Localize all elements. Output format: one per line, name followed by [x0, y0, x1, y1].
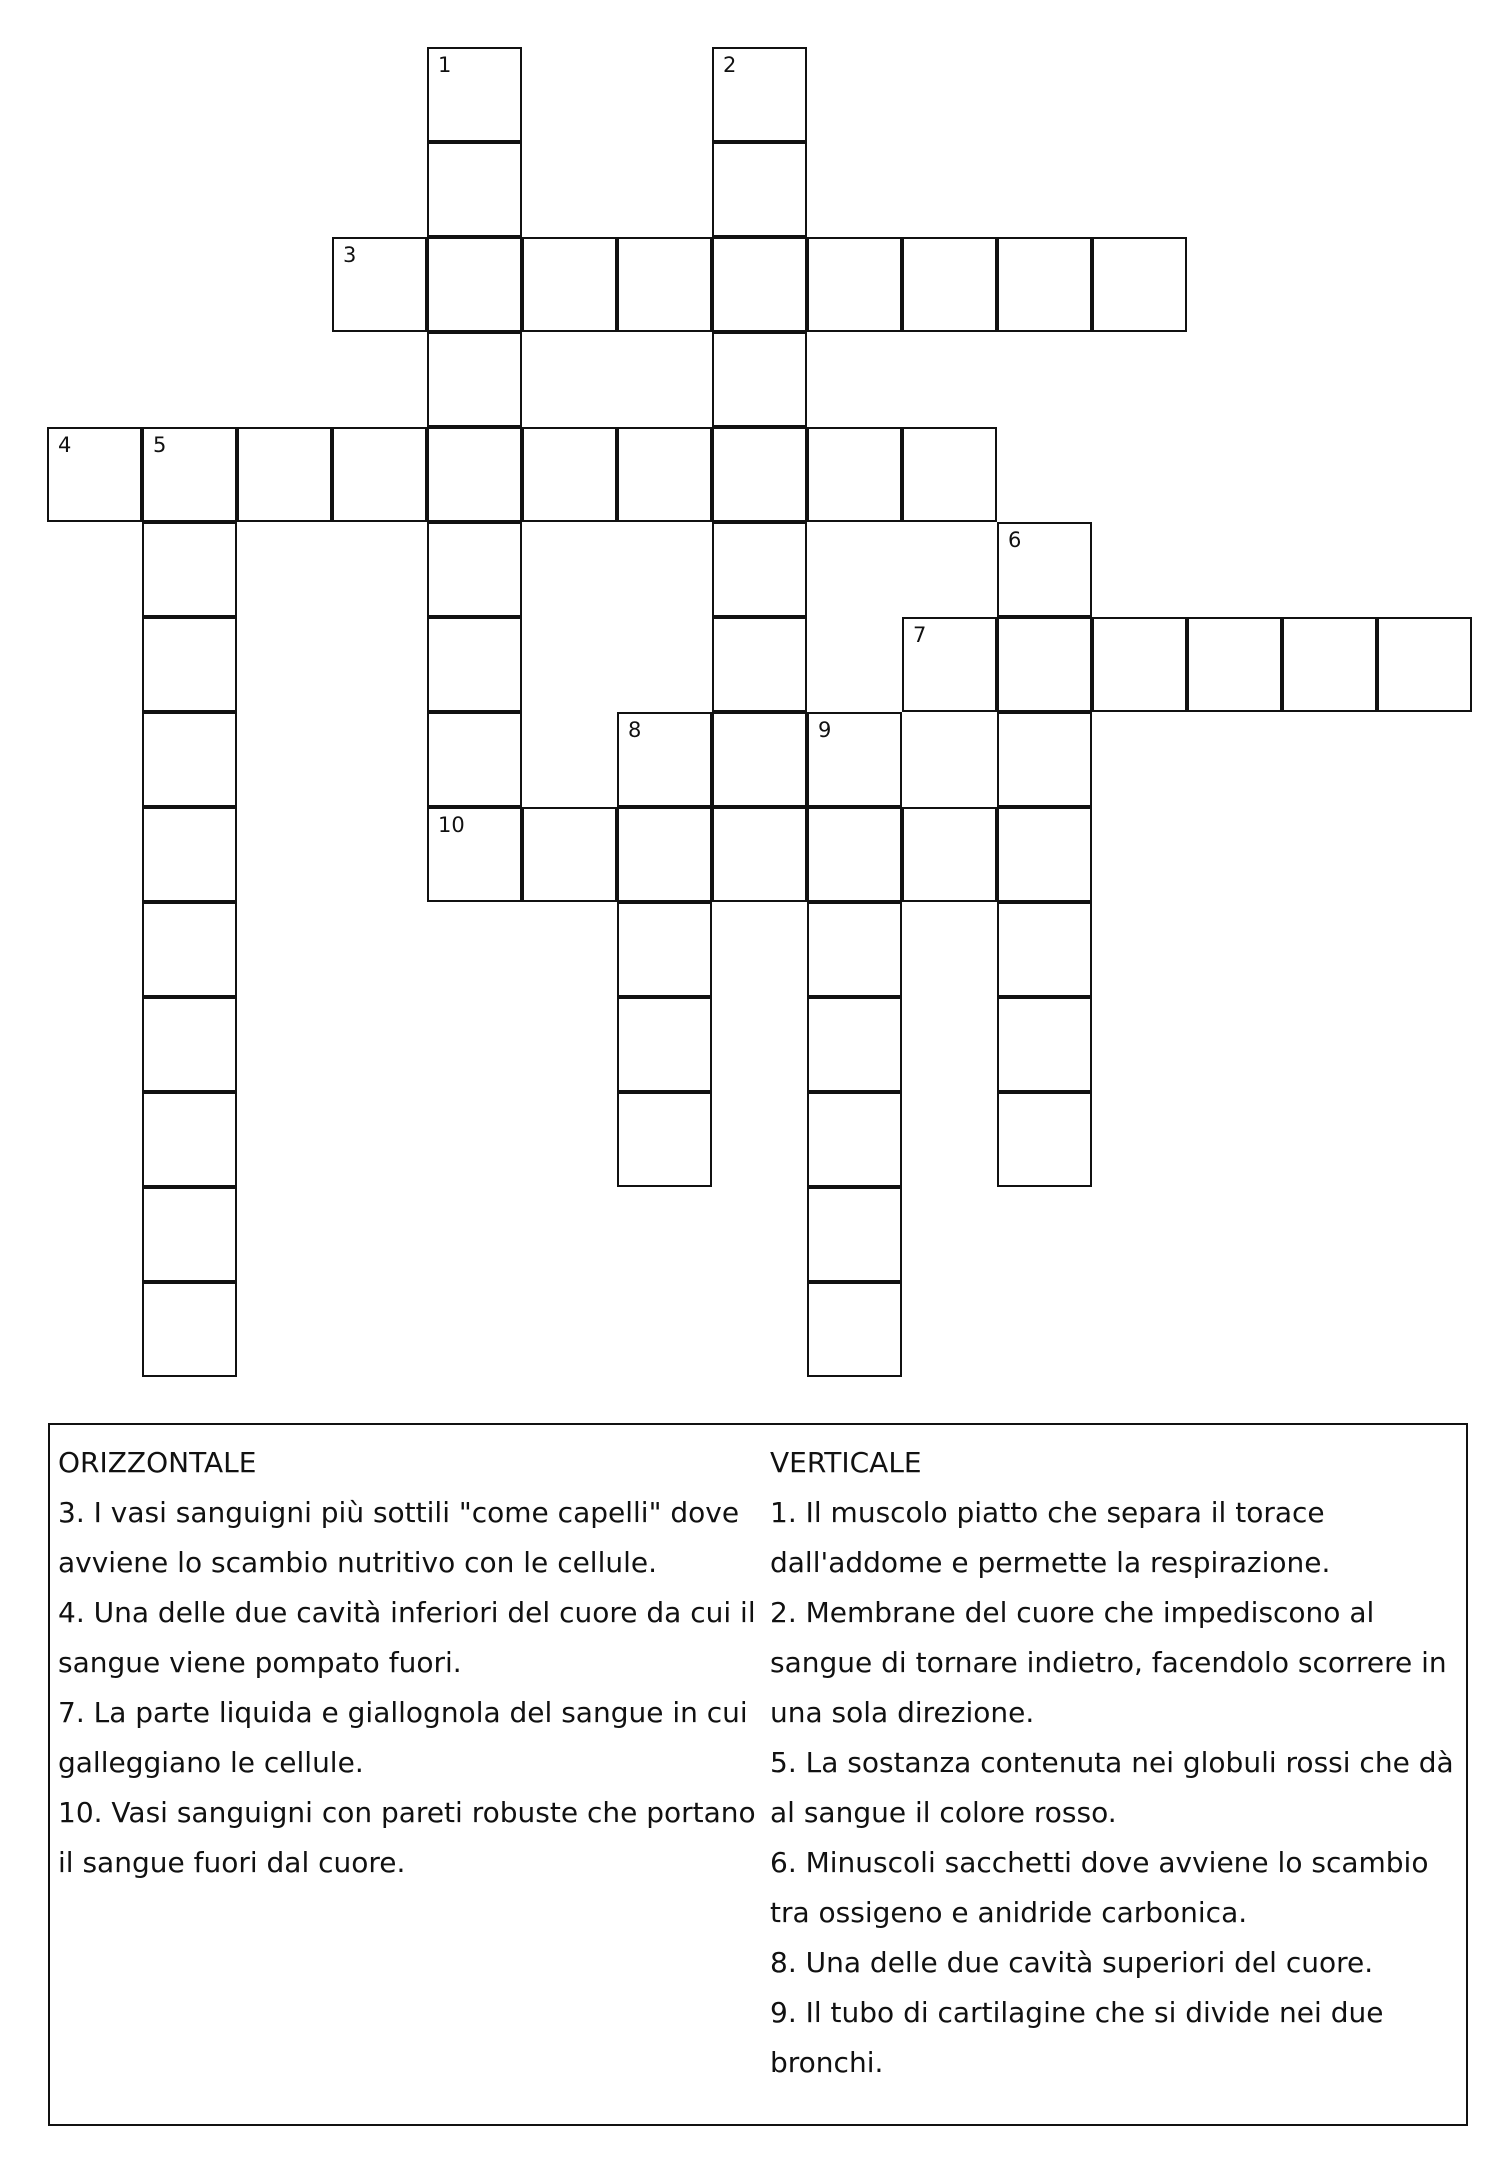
down-heading: VERTICALE [770, 1446, 922, 1479]
clue-down-2: 2. Membrane del cuore che impediscono al sangue di tornare indietro, facendolo scorrere in una sola direzione. [770, 1596, 1447, 1729]
grid-cell[interactable] [142, 712, 237, 807]
clue-number: 3 [343, 243, 357, 267]
grid-cell[interactable] [902, 807, 997, 902]
clue-down-9: 9. Il tubo di cartilagine che si divide nei due bronchi. [770, 1996, 1384, 2079]
grid-cell[interactable] [712, 332, 807, 427]
clue-down-1: 1. Il muscolo piatto che separa il torace dall'addome e permette la respirazione. [770, 1496, 1331, 1579]
across-heading: ORIZZONTALE [58, 1446, 257, 1479]
grid-cell[interactable] [142, 427, 237, 522]
grid-cell[interactable] [427, 522, 522, 617]
grid-cell[interactable] [47, 427, 142, 522]
grid-cell[interactable] [427, 332, 522, 427]
grid-cell[interactable] [332, 237, 427, 332]
grid-cell[interactable] [237, 427, 332, 522]
grid-cell[interactable] [522, 427, 617, 522]
grid-cell[interactable] [142, 522, 237, 617]
grid-cell[interactable] [142, 997, 237, 1092]
grid-cell[interactable] [617, 1092, 712, 1187]
grid-cell[interactable] [997, 807, 1092, 902]
clue-across-3: 3. I vasi sanguigni più sottili "come capelli" dove avviene lo scambio nutritivo con le cellule. [58, 1496, 740, 1579]
grid-cell[interactable] [712, 617, 807, 712]
grid-cell[interactable] [427, 712, 522, 807]
grid-cell[interactable] [807, 902, 902, 997]
grid-cell[interactable] [997, 902, 1092, 997]
grid-cell[interactable] [712, 47, 807, 142]
grid-cell[interactable] [902, 237, 997, 332]
grid-cell[interactable] [1377, 617, 1472, 712]
grid-cell[interactable] [427, 807, 522, 902]
clue-across-10: 10. Vasi sanguigni con pareti robuste che portano il sangue fuori dal cuore. [58, 1796, 756, 1879]
grid-cell[interactable] [1187, 617, 1282, 712]
grid-cell[interactable] [427, 47, 522, 142]
grid-cell[interactable] [427, 142, 522, 237]
grid-cell[interactable] [807, 427, 902, 522]
grid-cell[interactable] [427, 617, 522, 712]
clue-number: 1 [438, 53, 452, 77]
grid-cell[interactable] [712, 427, 807, 522]
grid-cell[interactable] [617, 427, 712, 522]
grid-cell[interactable] [997, 712, 1092, 807]
down-clues [770, 1438, 1460, 2088]
grid-cell[interactable] [807, 997, 902, 1092]
clue-down-6: 6. Minuscoli sacchetti dove avviene lo scambio tra ossigeno e anidride carbonica. [770, 1846, 1429, 1929]
grid-cell[interactable] [807, 807, 902, 902]
grid-cell[interactable] [617, 807, 712, 902]
grid-cell[interactable] [142, 1187, 237, 1282]
grid-cell[interactable] [997, 997, 1092, 1092]
clue-number: 8 [628, 718, 642, 742]
grid-cell[interactable] [142, 1092, 237, 1187]
grid-cell[interactable] [617, 902, 712, 997]
clue-number: 4 [58, 433, 72, 457]
grid-cell[interactable] [1092, 617, 1187, 712]
grid-cell[interactable] [617, 997, 712, 1092]
grid-cell[interactable] [997, 237, 1092, 332]
grid-cell[interactable] [1092, 237, 1187, 332]
grid-cell[interactable] [332, 427, 427, 522]
clue-number: 6 [1008, 528, 1022, 552]
grid-cell[interactable] [427, 427, 522, 522]
grid-cell[interactable] [712, 237, 807, 332]
grid-cell[interactable] [142, 1282, 237, 1377]
grid-cell[interactable] [617, 237, 712, 332]
clue-down-8: 8. Una delle due cavità superiori del cuore. [770, 1946, 1374, 1979]
across-clues [58, 1438, 758, 1888]
grid-cell[interactable] [617, 712, 712, 807]
clue-number: 5 [153, 433, 167, 457]
clue-number: 10 [438, 813, 465, 837]
grid-cell[interactable] [997, 617, 1092, 712]
grid-cell[interactable] [807, 1187, 902, 1282]
grid-cell[interactable] [522, 807, 617, 902]
clue-across-7: 7. La parte liquida e giallognola del sangue in cui galleggiano le cellule. [58, 1696, 748, 1779]
grid-cell[interactable] [807, 237, 902, 332]
grid-cell[interactable] [142, 807, 237, 902]
clue-across-4: 4. Una delle due cavità inferiori del cuore da cui il sangue viene pompato fuori. [58, 1596, 756, 1679]
grid-cell[interactable] [807, 1282, 902, 1377]
clue-down-5: 5. La sostanza contenuta nei globuli rossi che dà al sangue il colore rosso. [770, 1746, 1454, 1829]
grid-cell[interactable] [142, 617, 237, 712]
clue-number: 7 [913, 623, 927, 647]
grid-cell[interactable] [997, 522, 1092, 617]
grid-cell[interactable] [807, 1092, 902, 1187]
grid-cell[interactable] [997, 1092, 1092, 1187]
grid-cell[interactable] [142, 902, 237, 997]
clues-box [48, 1423, 1468, 2126]
grid-cell[interactable] [807, 712, 902, 807]
grid-cell[interactable] [902, 427, 997, 522]
clue-number: 2 [723, 53, 737, 77]
grid-cell[interactable] [427, 237, 522, 332]
grid-cell[interactable] [522, 237, 617, 332]
clue-number: 9 [818, 718, 832, 742]
grid-cell[interactable] [1282, 617, 1377, 712]
grid-cell[interactable] [712, 807, 807, 902]
grid-cell[interactable] [902, 617, 997, 712]
grid-cell[interactable] [712, 522, 807, 617]
grid-cell[interactable] [712, 712, 807, 807]
grid-cell[interactable] [712, 142, 807, 237]
